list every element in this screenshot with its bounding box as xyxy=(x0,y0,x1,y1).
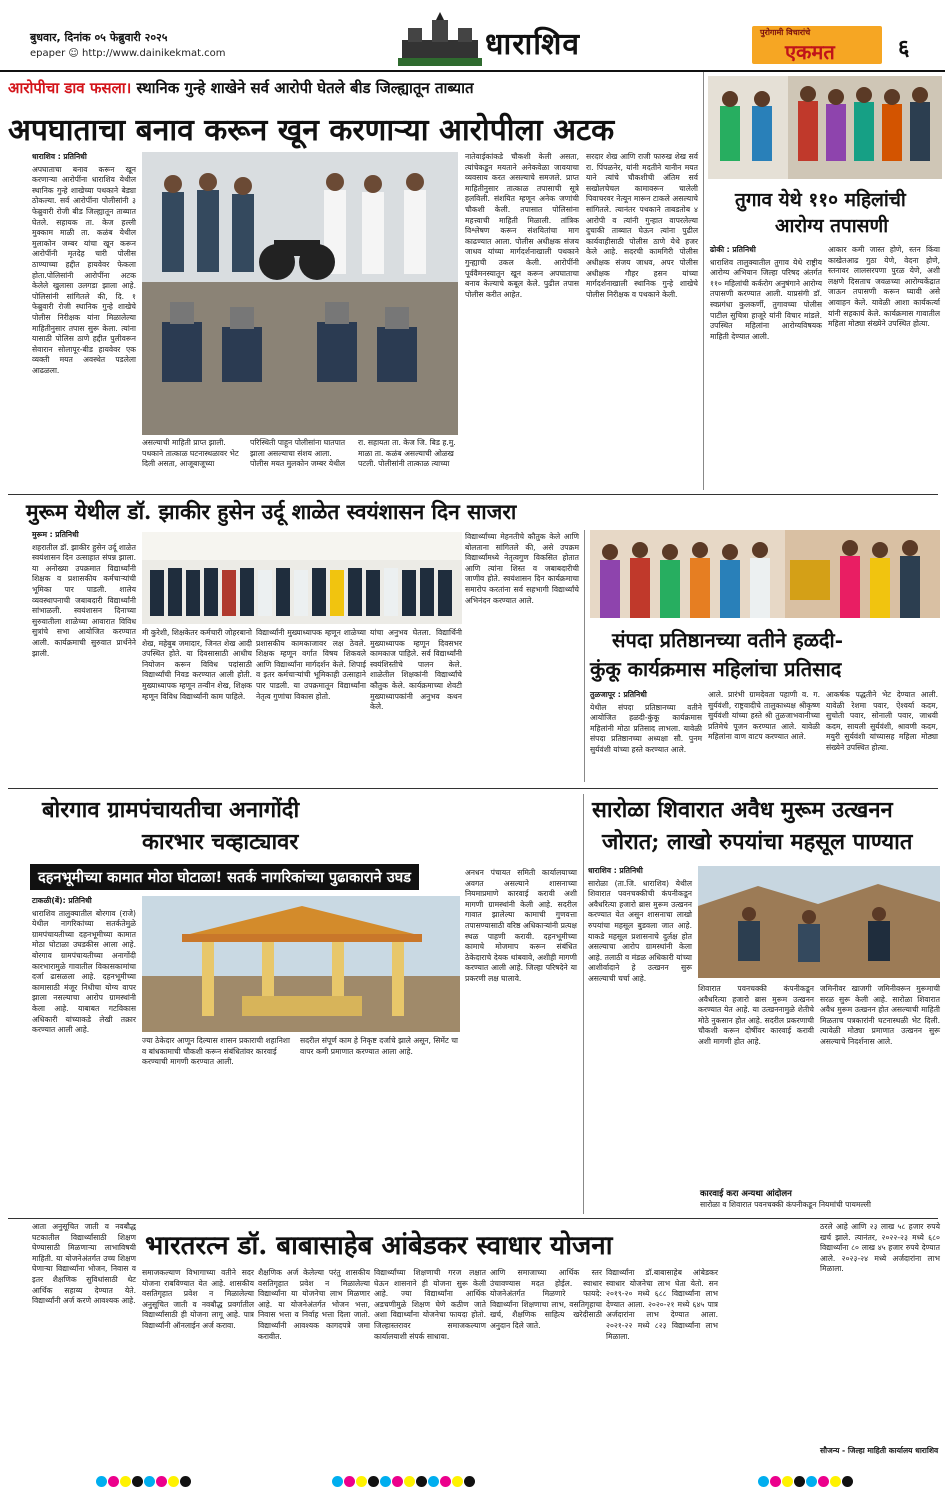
story1-headline[interactable]: अपघाताचा बनाव करून खून करणाऱ्या आरोपीला अटक xyxy=(8,113,615,148)
story6-caption: सारोळा व शिवारात पवनचक्की कंपनीकडून नियमांची पायमल्ली xyxy=(700,1200,871,1209)
story5-subhead-band: दहनभूमीच्या कामात मोठा घोटाळा! सतर्क नागरिकांच्या पुढाकाराने उघड xyxy=(30,864,419,890)
story2-col1-text: धाराशिव तालुक्यातील तुगाव येथे राष्ट्रीय आरोग्य अभियान जिल्हा परिषद अंतर्गत ११० महिलांची कर्करोग अनुषंगाने आरोग्य तपासणी करण्यात आली. याप्रसंगी डॉ. स्वप्नगंधा कुलकर्णी, तुगावच्या पोलीस पाटील सुचित्रा हाजूरे यांनी विचार मांडले. उपस्थित महिलांना आरोग्यविषयक माहिती देण्यात आली. xyxy=(710,257,822,341)
story3-column xyxy=(32,530,136,782)
story3-col2: मी कुरेशी, शिक्षकेतर कर्मचारी जोहरबानो शेख, महेबुब जमादार, जिनत शेख आदी उपस्थित होते. या दिवसासाठी आधीच नियोजन करून विविध पदांसाठी विद्यार्थ्यांची निवड करण्यात आली होती. मुख्याध्यापक म्हणून तन्वीन शेख, शिक्षक म्हणून विविध विद्यार्थ्यांनी काम पाहिले. xyxy=(142,628,252,701)
story7-col3: शैक्षणिक अर्ज केलेल्या परंतु शासकीय वसतिगृहात प्रवेश न मिळालेल्या विद्यार्थ्यांना या योजनेचा लाभ मिळणार आहे. या योजनेअंतर्गत भोजन भत्ता, निवास भत्ता व निर्वाह भत्ता दिला जातो. विद्यार्थ्यांनी आवश्यक कागदपत्रे जमा करावीत. xyxy=(258,1268,370,1341)
story4-headline-line2[interactable]: कुंकू कार्यक्रमास महिलांचा प्रतिसाद xyxy=(590,657,842,681)
story5-col1-text: धाराशिव तालुक्यातील बोरगाव (राजे) येथील नागरिकांच्या सतर्कतेमुळे ग्रामपंचायतीच्या दहनभूमीच्या कामात मोठा घोटाळा उघडकीस आला आहे. बोरगाव ग्रामपंचायतीच्या अनागोंदी कारभारामुळे गावातील विकासकामांचा दर्जा ढासळला आहे. दहनभूमीच्या कामासाठी मंजूर निधीचा योग्य वापर झाला नसल्याचा आरोप ग्रामस्थांनी केला आहे. याबाबत गटविकास अधिकारी यांच्याकडे लेखी तक्रार करण्यात आली आहे. xyxy=(32,908,136,1035)
edition-date: बुधवार, दिनांक ०५ फेब्रुवारी २०२५ xyxy=(30,31,168,44)
story3-photo-school xyxy=(142,532,462,624)
story1-col3: सरदार शेख आणि राजी फारुख शेख सर्व रा. पिंपळनेर, यांनी मदतीने यानीन मयत याने त्यांचे चौकशीची अंतिम सर्व सखोलचेचल कामावरून चालेली पिवाचरवर नेत्यून मारून टाकले असल्याचे सांगितले. त्यानंतर पथकाने ताबडतोब ४ आरोपी व त्यांनी गुन्हात वापरलेल्या दुचाकी ताब्यात घेऊन त्यांना पुढील कार्यवाहीसाठी पोलीस ठाणे येथे हजर केले आहे. सदरची कामगिरी पोलीस अधीक्षक संजय जाधव, अपर पोलीस अधीक्षक गौहर हसन यांच्या मार्गदर्शनाखाली स्थानिक गुन्हे शाखेचे पोलीस निरीक्षक व पथकाने केली. xyxy=(586,152,698,299)
story6-photo-murum-mining xyxy=(698,866,940,978)
kicker-text: स्थानिक गुन्हे शाखेने सर्व आरोपी घेतले बीड जिल्ह्यातून ताब्यात xyxy=(136,79,474,97)
story4-column xyxy=(590,690,702,782)
story7-col1: आता अनुसूचित जाती व नवबौद्ध घटकातील विद्यार्थ्यांसाठी शिक्षण घेण्यासाठी मिळणाऱ्या लाभाविषयी माहिती. या योजनेअंतर्गत उच्च शिक्षण घेणाऱ्या विद्यार्थ्यांना भोजन, निवास व इतर शैक्षणिक सुविधांसाठी थेट आर्थिक सहाय्य देण्यात येते. विद्यार्थ्यांनी अर्ज करणे आवश्यक आहे. xyxy=(32,1222,136,1306)
story4-byline: तुळजापूर : प्रतिनिधी xyxy=(590,690,647,699)
story7-col7-placeholder xyxy=(722,1222,834,1466)
story2-col2: आकार कमी जास्त होणे, स्तन किंवा काखेतआढ गुठा येणे, वेदना होणे, स्तनावर लालसरपणा पुरळ येणे, अशी लक्षणे दिसताच जवळच्या आरोग्यकेंद्रात जाऊन तपासणी करून घ्यावी असे आवाहन केले. यावेळी आशा कार्यकर्त्या यांनी सहकार्य केले. कार्यक्रमास गावातील महिला मोठ्या संख्येने उपस्थित होत्या. xyxy=(828,245,940,329)
cremation-shed-photo xyxy=(142,896,460,1032)
section-rule xyxy=(8,788,938,789)
story6-col3: जमिनीवर खाजगी जमिनीवरून मुरूमाची सरळ सुरू केली आहे. सारोळा शिवारात अवैध मुरूम उत्खनन होत असल्याची माहिती मिळताच पत्रकारांनी घटनास्थळी भेट दिली. त्यावेळी मोठ्या प्रमाणात उत्खनन सुरू असल्याचे निदर्शनास आले. xyxy=(820,984,940,1046)
story6-col2: शिवारात पवनचक्की कंपनीकडून अवैधरित्या हजारो ब्रास मुरूम उत्खनन करण्यात येत आहे. या उत्खननामुळे शेतीचे मोठे नुकसान होत आहे. सदरील प्रकरणाची चौकशी करून दोषींवर कारवाई करावी अशी मागणी होत आहे. xyxy=(698,984,814,1046)
story2-headline-line1[interactable]: तुगाव येथे ११० महिलांची xyxy=(735,189,906,211)
story1-kicker xyxy=(8,78,474,98)
story4-headline-line1[interactable]: संपदा प्रतिष्ठानच्या वतीने हळदी- xyxy=(612,628,844,652)
page-number: ६ xyxy=(898,36,910,61)
story3-col3: विद्यार्थ्यांनी मुख्याध्यापक म्हणून शाळेच्या प्रशासकीय कामकाजावर लक्ष ठेवले. शिक्षक म्हणून वर्गात विषय शिकवले आणि विद्यार्थ्यांना मार्गदर्शन केले. शिपाई व इतर कर्मचाऱ्यांची भूमिकाही उत्साहाने पार पाडली. या उपक्रमातून विद्यार्थ्यांना नेतृत्व गुणांचा विकास होतो. xyxy=(256,628,366,701)
dharashiv-fort-icon xyxy=(398,10,482,66)
brand-tagline: पुरोगामी विचारांचे xyxy=(760,28,811,37)
story2-headline-line2[interactable]: आरोग्य तपासणी xyxy=(775,215,889,237)
police-group-photo xyxy=(142,152,458,435)
epaper-url[interactable]: epaper ☺ http://www.dainikekmat.com xyxy=(30,48,226,59)
story5-column xyxy=(32,896,136,1214)
story7-col2: समाजकल्याण विभागाच्या वतीने सदर योजना राबविण्यात येत आहे. शासकीय वसतिगृहात प्रवेश न मिळालेल्या अनुसूचित जाती व नवबौद्ध प्रवर्गातील विद्यार्थ्यांसाठी ही योजना लागू आहे. पात्र विद्यार्थ्यांनी ऑनलाईन अर्ज करावा. xyxy=(142,1268,254,1330)
story5-caption2: सदरील संपूर्ण काम हे निकृष्ट दर्जाचे झाले असून, सिमेंट चा वापर कमी प्रमाणात करण्यात आला आहे. xyxy=(300,1036,458,1056)
story1-caption-right: रा. सहायता ता. केज जि. बिड ह.मु. माळा ता. कळंब असल्याची ओळख पटली. पोलीसांनी तात्काळ त्याच्या xyxy=(358,438,456,468)
section-rule xyxy=(8,494,938,495)
column-divider xyxy=(584,530,585,782)
story2-column xyxy=(710,245,822,490)
story1-byline: धाराशिव : प्रतिनिधी xyxy=(32,152,87,161)
brand-logo: एकमत xyxy=(785,40,835,64)
story3-col4: यांचा अनुभव घेतला. विद्यार्थिनी मुख्याध्यापक म्हणून दिवसभर कामकाज पाहिले. सर्व विद्यार्थ्यांनी स्वयंशिस्तीचे पालन केले. शाळेतील शिक्षकांनी विद्यार्थ्यांचे कौतुक केले. कार्यक्रमाच्या शेवटी मुख्याध्यापकांनी अनुभव कथन केले. xyxy=(370,628,462,712)
story6-col1-text: सारोळा (ता.जि. धाराशिव) येथील शिवारात पवनचक्कीची कंपनीकडून अवैधरित्या हजारो ब्रास मुरूम उत्खनन करण्यात येत असून शासनाचा लाखो रुपयांचा महसूल बुडवला जात आहे. याकडे महसूल प्रशासनाचे दुर्लक्ष होत असल्याचा आरोप ग्रामस्थांनी केला आहे. तलाठी व मंडळ अधिकारी यांच्या आशीर्वादाने हे उत्खनन सुरू असल्याची चर्चा आहे. xyxy=(588,878,692,983)
kicker-label: आरोपीचा डाव फसला। xyxy=(8,79,132,97)
story1-column xyxy=(32,152,136,490)
story6-column xyxy=(588,866,692,1214)
story1-caption-left: असल्याची माहिती प्राप्त झाली. पथकाने तात्काळ घटनास्थळावर भेट दिली असता, आजूबाजूच्या xyxy=(142,438,239,468)
mining-site-photo xyxy=(698,866,940,978)
story6-action-heading: कारवाई करा अन्यथा आंदोलन xyxy=(700,1189,792,1199)
story4-col2: आले. प्रारंभी ग्रामदेवता पहाणी व. ग. सुर्यवंशी, राष्ट्रवादीचे तालुकाध्यक्ष श्रीकृष्ण सुर्यवंशी यांच्या हस्ते श्री तुळजाभवानीच्या प्रतिमेचे पूजन करण्यात आले. यावेळी महिलांना वाण वाटप करण्यात आले. xyxy=(708,690,820,742)
story5-byline: टाकळी(बें): प्रतिनिधी xyxy=(32,896,92,905)
registration-marks-right xyxy=(758,1476,853,1487)
story1-col1-text: अपघाताचा बनाव करून खून करणाऱ्या आरोपींना धाराशिव येथील स्थानिक गुन्हे शाखेच्या पथकाने बेड्या ठोकल्या. सर्व आरोपींना पोलीसांनी ३ फेब्रुवारी रोजी बीड जिल्ह्यातून ताब्यात घेतले. सहायक ता. केज हल्ली मुक्काम माळी ता. कळंब येथील मुलाकोन जम्बर यांचा खून करून आरोपींनी मृतदेह चारी पोलीस ठाण्याच्या हद्दीत हायवेवर फेकला होता.पोलिसांनी आरोपींना अटक केलेले खुलासा उलगडा झाला आहे. पोलिसांनी सांगितले की, दि. १ फेब्रुवारी रोजी स्थानिक गुन्हे शाखेचे पोलीस निरीक्षक यांना मिळालेल्या माहितीनुसार तपास सुरू केला. त्यांना यासाठी पोलिस ठाणे हद्दीत पुलीवरून सेवारान सोलापूर-बीड हायवेवर एक व्यक्ती मयत अवस्थेत पडलेला आढळला. xyxy=(32,164,136,375)
story7-col6: विद्यार्थ्यांना डॉ.बाबासाहेब आंबेडकर स्वाधार योजनेचा लाभ घेता येतो. सन २०१९-२० मध्ये ६८८ विद्यार्थ्यांना लाभ देण्यात आला. २०२०-२१ मध्ये ६४५ पात्र अर्जदारांना लाभ देण्यात आला. २०२१-२२ मध्ये ८२३ विद्यार्थ्यांना लाभ मिळाला. xyxy=(606,1268,718,1341)
women-group-photo xyxy=(708,76,942,179)
story2-byline: ढोकी : प्रतिनिधी xyxy=(710,245,756,254)
edition-name: धाराशिव xyxy=(485,27,581,62)
story6-headline-line1[interactable]: सारोळा शिवारात अवैध मुरूम उत्खनन xyxy=(592,797,893,823)
story2-photo-health-camp xyxy=(708,76,942,179)
story3-headline[interactable]: मुरूम येथील डॉ. झाकीर हुसेन उर्दू शाळेत स्वयंशासन दिन साजरा xyxy=(26,499,517,524)
story4-col1-text: येथील संपदा प्रतिष्ठानच्या वतीने आयोजित हळदी-कुंकू कार्यक्रमास महिलांनी मोठा प्रतिसाद लाभला. यावेळी संपदा प्रतिष्ठानच्या अध्यक्षा सौ. पुनम सुर्यवंशी यांच्या हस्ते करण्यात आले. xyxy=(590,702,702,754)
story3-col5: विद्यार्थ्यांच्या मेहनतीचे कौतुक केले आणि बोलताना सांगितले की, असे उपक्रम विद्यार्थ्यांमध्ये नेतृत्वगुण विकसित होतात आणि त्यांना शिस्त व जबाबदारीची जाणीव होते. स्वयंशासन दिन कार्यक्रमाचा समारोप करतांना सर्व सहभागी विद्यार्थ्यांचे अभिनंदन करण्यात आले. xyxy=(465,532,579,605)
story3-byline: मुरूम : प्रतिनिधी xyxy=(32,530,79,539)
column-divider xyxy=(583,794,584,1214)
section-rule xyxy=(8,1218,938,1219)
story1-photo-arrest xyxy=(142,152,458,435)
story1-caption-mid: परिस्थिती पाहून पोलीसांना घातपात झाला असल्याचा संशय आला. पोलीस मयत मुलकोन जम्बर येथील xyxy=(250,438,346,468)
story7-signoff: सौजन्य - जिल्हा माहिती कार्यालय धाराशिव xyxy=(820,1446,939,1455)
story4-col3: आकर्षक पद्धतीने भेट देण्यात आली. यावेळी रेशमा पवार, ऐश्वर्या कदम, सुचोती पवार, सोनाली पवार, जाधवी कदम, सायली सुर्यवंशी, श्रावणी कदम, मयुरी सुर्यवंशी यांच्यासह महिला मोठ्या संख्येने उपस्थित होत्या. xyxy=(826,690,938,752)
story4-photo-haldi-kunku xyxy=(590,530,940,618)
registration-marks-left xyxy=(96,1476,191,1487)
registration-marks-center xyxy=(332,1476,475,1487)
column-divider xyxy=(703,72,704,490)
story5-caption1: ज्या ठेकेदार आणून दिल्यास शासन प्रकाराची शहानिशा व बांधकामाची चौकशी करून संबंधितांवर कारवाई करण्याची मागणी करण्यात आली. xyxy=(142,1036,290,1066)
haldi-kunku-photo xyxy=(590,530,940,618)
story6-headline-line2[interactable]: जोरात; लाखो रुपयांचा महसूल पाण्यात xyxy=(602,829,913,855)
story7-headline[interactable]: भारतरत्न डॉ. बाबासाहेब आंबेडकर स्वाधार योजना xyxy=(145,1231,613,1261)
school-group-photo xyxy=(142,532,462,624)
story6-byline: धाराशिव : प्रतिनिधी xyxy=(588,866,643,875)
story5-headline-line2[interactable]: कारभार चव्हाट्यावर xyxy=(142,829,299,855)
story5-photo-cremation-ground xyxy=(142,896,460,1032)
story1-col2: नातेवाईकांकडे चौकशी केली असता, त्यांचेकडून मयताने अनेकवेळा जावयाचा व्यवसाय करत असल्याचे समजले. प्राप्त माहितीनुसार तात्काळ तपासाची सूत्रे हलविली. संशयित म्हणून अनेक जणांची चौकशी केली. तपासात पोलिसांना महत्त्वाची माहिती मिळाली. तांत्रिक विश्लेषण करून संशयितांचा माग काढण्यात आला. पोलीस अधीक्षक संजय जाधव यांच्या मार्गदर्शनाखाली पथकाने गुन्ह्याची उकल केली. आरोपींनी पूर्ववैमनस्यातून खून करून अपघाताचा बनाव केल्याचे कबूल केले. पुढील तपास पोलीस करीत आहेत. xyxy=(465,152,579,299)
story7-col4: विद्यार्थ्यांच्या शिक्षणाची गरज लक्षात घेऊन शासनाने ही योजना सुरू केली आहे. ज्या विद्यार्थ्यांना आर्थिक अडचणीमुळे शिक्षण घेणे कठीण जाते अशा विद्यार्थ्यांना योजनेचा फायदा होतो. जिल्हास्तरावर समाजकल्याण कार्यालयाशी संपर्क साधावा. xyxy=(374,1268,486,1341)
masthead xyxy=(0,0,945,72)
story3-col1-text: शहरातील डॉ. झाकीर हुसेन उर्दू शाळेत स्वयंशासन दिन उत्साहात संपन्न झाला. या अनोख्या उपक्रमात विद्यार्थ्यांनी शिक्षक व प्रशासकीय कर्मचाऱ्यांची भूमिका पार पाडली. शालेय व्यवस्थापनाची जबाबदारी विद्यार्थ्यांनी सांभाळली. स्वयंशासन दिनाच्या सुरुवातीला शाळेच्या आवारात विविध सुत्रांचे सभा आयोजित करण्यात आली. कार्यक्रमाची सुरुवात प्रार्थनेने झाली. xyxy=(32,542,136,658)
story7-col7: ठरले आहे आणि २३ लाख ५८ हजार रुपये खर्च झाले. त्यानंतर, २०२२-२३ मध्ये ६८० विद्यार्थ्यांना ८० लाख ४५ हजार रुपये देण्यात आले. २०२३-२४ मध्ये अर्जदारांना लाभ मिळाला. xyxy=(820,1222,940,1274)
story5-col2: अनधन पंचायत समिती कार्यालयाच्या अवगत असल्याने शासनाच्या नियमाप्रमाणे कारवाई करावी अशी मागणी ग्रामस्थांनी केली आहे. सदरील गावात झालेल्या कामाची गुणवत्ता तपासण्यासाठी वरिष्ठ अधिकाऱ्यांनी प्रत्यक्ष स्थळ पाहणी करावी. दहनभूमीच्या कामाचे मोजमाप करून संबंधित ठेकेदाराचे देयक थांबवावे, अशीही मागणी करण्यात आली आहे. जिल्हा परिषदेने या प्रकरणी लक्ष घालावे. xyxy=(465,868,577,983)
story5-headline-line1[interactable]: बोरगाव ग्रामपंचायतीचा अनागोंदी xyxy=(42,797,300,823)
story7-col5: आणि समाजाच्या आर्थिक स्तर उंचावण्यास मदत होईल. स्वाधार योजनेअंतर्गत मिळणारे फायदे: विद्यार्थ्यांना शिक्षणाचा लाभ, वसतिगृहाचा खर्च, शैक्षणिक साहित्य खरेदीसाठी अनुदान दिले जाते. xyxy=(490,1268,602,1330)
